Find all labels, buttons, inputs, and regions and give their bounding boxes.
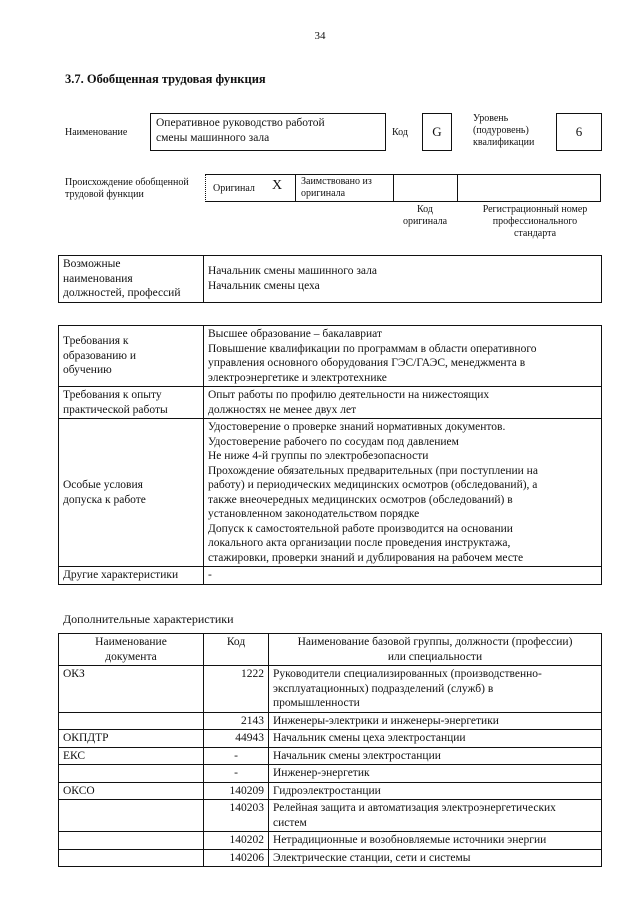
requirement-line: Высшее образование – бакалавриат xyxy=(208,328,382,340)
table-row xyxy=(59,782,602,800)
requirement-label-line: обучению xyxy=(63,364,112,377)
code-cell: 1222 xyxy=(204,666,269,713)
name-line: Руководители специализированных (производственно- xyxy=(273,668,542,680)
original-mark: X xyxy=(272,178,283,193)
header-doc xyxy=(59,634,204,666)
table-row xyxy=(59,666,602,713)
requirements-table xyxy=(58,325,602,585)
doc-cell xyxy=(59,712,204,730)
doc-cell xyxy=(59,832,204,850)
requirement-line: Не ниже 4-й группы по электробезопасности xyxy=(208,450,429,462)
requirement-label-line: Особые условия xyxy=(63,479,143,491)
requirement-line: локального акта организации после проведения инструктажа, xyxy=(208,537,511,549)
original-label: Оригинал xyxy=(213,183,255,194)
borrowed-label-line: оригинала xyxy=(301,188,346,199)
requirement-value xyxy=(204,387,602,419)
requirement-label-line: практической работы xyxy=(63,403,168,416)
table-row xyxy=(59,712,602,730)
origin-label xyxy=(65,177,189,201)
requirement-line: - xyxy=(208,569,212,581)
requirement-value xyxy=(204,567,602,585)
additional-header-row xyxy=(59,634,602,666)
requirement-line: Удостоверение о проверке знаний нормативных документов. xyxy=(208,421,506,433)
header-doc-line: Наименование xyxy=(95,636,167,648)
code-cell: - xyxy=(204,765,269,783)
requirement-line: Допуск к самостоятельной работе производится на основании xyxy=(208,522,513,535)
requirement-row xyxy=(59,326,602,387)
name-cell: Гидроэлектростанции xyxy=(269,782,602,800)
section-title: 3.7. Обобщенная трудовая функция xyxy=(65,72,266,86)
header-name-line: Наименование базовой группы, должности (профессии) xyxy=(297,636,573,648)
origin-label-line: трудовой функции xyxy=(65,189,144,200)
level-label xyxy=(473,113,534,149)
name-cell: Начальник смены цеха электростанции xyxy=(269,730,602,748)
doc-cell: ОКПДТР xyxy=(59,730,204,748)
code-value: G xyxy=(422,113,452,151)
header-code: Код xyxy=(204,634,269,666)
position-item: Начальник смены машинного зала xyxy=(208,265,377,278)
requirement-line: Прохождение обязательных предварительных (при поступлении на xyxy=(208,464,538,477)
code-cell: 140202 xyxy=(204,832,269,850)
name-cell: Электрические станции, сети и системы xyxy=(269,849,602,867)
function-name-box xyxy=(150,113,386,151)
origin-label-line: Происхождение обобщенной xyxy=(65,177,189,188)
positions-label xyxy=(59,256,204,303)
name-cell: Инженер-энергетик xyxy=(269,765,602,783)
positions-label-line: Возможные xyxy=(63,258,121,270)
requirement-line: Повышение квалификации по программам в области оперативного xyxy=(208,342,537,355)
name-line: Релейная защита и автоматизация электроэнергетических xyxy=(273,802,556,814)
level-value: 6 xyxy=(556,113,602,151)
name-line: систем xyxy=(273,816,307,829)
requirement-label-line: Другие характеристики xyxy=(63,569,179,581)
borrowed-label-line: Заимствовано из xyxy=(301,176,372,187)
name-cell: Инженеры-электрики и инженеры-энергетики xyxy=(269,712,602,730)
requirement-label xyxy=(59,387,204,419)
level-label-line: Уровень xyxy=(473,113,509,124)
header-name-line: или специальности xyxy=(387,650,483,663)
table-row xyxy=(59,800,602,832)
code-cell: 2143 xyxy=(204,712,269,730)
requirement-label-line: Требования к xyxy=(63,335,129,348)
requirement-line: установленном законодательством порядке xyxy=(208,508,420,520)
reg-number-line: Регистрационный номер xyxy=(482,204,588,215)
requirement-line: Удостоверение рабочего по сосудам под давлением xyxy=(208,435,459,448)
requirement-row xyxy=(59,567,602,585)
additional-table xyxy=(58,633,602,867)
requirement-row xyxy=(59,387,602,419)
name-line: промышленности xyxy=(273,697,360,709)
requirement-label xyxy=(59,419,204,567)
table-row xyxy=(59,747,602,765)
requirement-line: Опыт работы по профилю деятельности на нижестоящих xyxy=(208,389,490,401)
requirement-label-line: допуска к работе xyxy=(63,493,146,506)
additional-title: Дополнительные характеристики xyxy=(63,612,234,626)
header-name xyxy=(269,634,602,666)
requirement-line: стажировки, проверки знаний и дублирования на рабочем месте xyxy=(208,551,524,564)
name-cell xyxy=(269,800,602,832)
position-item: Начальник смены цеха xyxy=(208,279,320,292)
doc-cell: ЕКС xyxy=(59,747,204,765)
doc-cell: ОКСО xyxy=(59,782,204,800)
doc-cell: ОКЗ xyxy=(59,666,204,713)
code-cell: 140209 xyxy=(204,782,269,800)
reg-number-line: стандарта xyxy=(513,228,557,239)
code-original-line: оригинала xyxy=(402,216,448,227)
borrowed-label xyxy=(301,176,372,200)
table-row xyxy=(59,832,602,850)
code-cell: 44943 xyxy=(204,730,269,748)
requirement-label-line: Требования к опыту xyxy=(63,389,162,401)
requirement-value xyxy=(204,419,602,567)
doc-cell xyxy=(59,765,204,783)
table-row xyxy=(59,730,602,748)
name-cell: Нетрадиционные и возобновляемые источники энергии xyxy=(269,832,602,850)
name-line: эксплуатационных) подразделений (служб) в xyxy=(273,682,494,695)
doc-cell xyxy=(59,800,204,832)
positions-table xyxy=(58,255,602,303)
page-number: 34 xyxy=(314,30,326,42)
positions-values xyxy=(204,256,602,303)
requirement-label xyxy=(59,326,204,387)
level-label-line: квалификации xyxy=(473,137,535,148)
header-doc-line: документа xyxy=(105,650,157,663)
requirement-row xyxy=(59,419,602,567)
doc-cell xyxy=(59,849,204,867)
code-label: Код xyxy=(392,127,408,138)
table-row xyxy=(59,765,602,783)
name-label: Наименование xyxy=(65,127,128,138)
requirement-line: управления основного оборудования ГЭС/ГАЭС, менеджмента в xyxy=(208,357,526,369)
function-name-line: смены машинного зала xyxy=(156,132,270,144)
requirement-label-line: образованию и xyxy=(63,349,136,362)
positions-label-line: должностей, профессий xyxy=(63,287,181,299)
requirement-line: должностях не менее двух лет xyxy=(208,403,357,416)
code-cell: 140203 xyxy=(204,800,269,832)
reg-number-line: профессионального xyxy=(492,216,578,227)
code-cell: 140206 xyxy=(204,849,269,867)
level-label-line: (подуровень) xyxy=(473,125,529,136)
requirement-line: также внеочередных медицинских осмотров (обследований) в xyxy=(208,493,513,506)
code-original-label xyxy=(393,204,457,228)
reg-number-label xyxy=(465,204,605,240)
name-cell xyxy=(269,666,602,713)
positions-label-line: наименования xyxy=(63,272,133,285)
requirement-label xyxy=(59,567,204,585)
code-original-line: Код xyxy=(417,204,433,215)
origin-box xyxy=(205,174,601,202)
requirement-value xyxy=(204,326,602,387)
table-row xyxy=(59,849,602,867)
name-cell: Начальник смены электростанции xyxy=(269,747,602,765)
code-cell: - xyxy=(204,747,269,765)
function-name-line: Оперативное руководство работой xyxy=(156,117,325,129)
requirement-line: работу) и периодических медицинских осмотров (обследований), а xyxy=(208,479,538,491)
requirement-line: электроэнергетике и электротехнике xyxy=(208,371,387,384)
